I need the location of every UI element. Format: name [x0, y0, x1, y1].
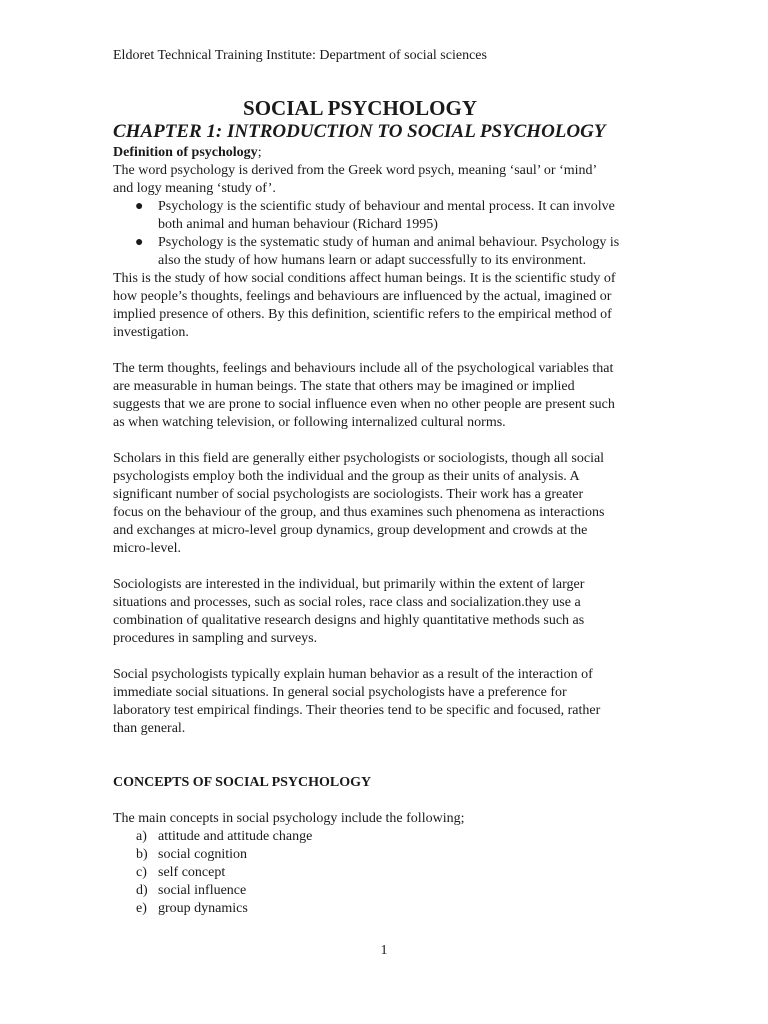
text-line: both animal and human behaviour (Richard 1995)	[158, 217, 438, 232]
definition-heading	[113, 144, 658, 162]
text-line: as when watching television, or following internalized cultural norms.	[113, 415, 506, 430]
document-body	[113, 144, 658, 918]
definition-bullet-list	[113, 198, 658, 270]
text-line: psychologists employ both the individual and the group as their units of analysis. A	[113, 469, 580, 484]
definition-paragraph	[113, 162, 658, 198]
text-line: investigation.	[113, 325, 189, 340]
list-marker: a)	[136, 829, 147, 844]
list-item-text: social influence	[158, 883, 247, 898]
text-line: implied presence of others. By this definition, scientific refers to the empirical method of	[113, 307, 612, 322]
text-line: situations and processes, such as social roles, race class and socialization.they use a	[113, 595, 581, 610]
list-marker: e)	[136, 901, 147, 916]
text-line: how people’s thoughts, feelings and behaviours are influenced by the actual, imagined or	[113, 289, 612, 304]
list-item	[113, 846, 658, 864]
text-line: micro-level.	[113, 541, 182, 556]
text-line: significant number of social psychologists are sociologists. Their work has a greater	[113, 487, 584, 502]
text-line: immediate social situations. In general social psychologists have a preference for	[113, 685, 567, 700]
list-item-text: group dynamics	[158, 901, 248, 916]
paragraph	[113, 270, 658, 342]
text-line: laboratory test empirical findings. Their theories tend to be specific and focused, rather	[113, 703, 601, 718]
paragraph-spacer	[113, 648, 658, 666]
running-header: Eldoret Technical Training Institute: Department of social sciences	[113, 48, 487, 63]
paragraph	[113, 360, 658, 432]
definition-heading-suffix: ;	[257, 145, 262, 160]
bullet-icon: ●	[135, 199, 144, 214]
list-marker: c)	[136, 865, 147, 880]
text-line: and exchanges at micro-level group dynamics, group development and crowds at the	[113, 523, 588, 538]
text-line: Social psychologists typically explain human behavior as a result of the interaction of	[113, 667, 593, 682]
text-line: also the study of how humans learn or adapt successfully to its environment.	[158, 253, 587, 268]
paragraph-spacer	[113, 432, 658, 450]
paragraph-spacer	[113, 342, 658, 360]
paragraph	[113, 576, 658, 648]
text-line: are measurable in human beings. The state that others may be imagined or implied	[113, 379, 575, 394]
text-line: than general.	[113, 721, 186, 736]
bullet-item	[113, 198, 658, 234]
list-marker: d)	[136, 883, 148, 898]
paragraph-spacer	[113, 738, 658, 756]
text-line: suggests that we are prone to social influence even when no other people are present such	[113, 397, 615, 412]
text-line: The term thoughts, feelings and behaviours include all of the psychological variables that	[113, 361, 614, 376]
section-heading: CONCEPTS OF SOCIAL PSYCHOLOGY	[113, 775, 372, 790]
list-item-text: self concept	[158, 865, 226, 880]
bullet-item	[113, 234, 658, 270]
text-line: This is the study of how social conditions affect human beings. It is the scientific study of	[113, 271, 616, 286]
text-line: and logy meaning ‘study of’.	[113, 181, 276, 196]
list-item-text: social cognition	[158, 847, 248, 862]
paragraph	[113, 450, 658, 558]
paragraph-spacer	[113, 792, 658, 810]
text-line: procedures in sampling and surveys.	[113, 631, 318, 646]
list-item	[113, 900, 658, 918]
text-line: combination of qualitative research designs and highly quantitative methods such as	[113, 613, 585, 628]
list-item	[113, 828, 658, 846]
page-number: 1	[380, 943, 388, 958]
paragraph-spacer	[113, 756, 658, 774]
chapter-title: CHAPTER 1: INTRODUCTION TO SOCIAL PSYCHOLOGY	[113, 121, 606, 142]
text-line: Psychology is the scientific study of behaviour and mental process. It can involve	[158, 199, 615, 214]
list-item	[113, 882, 658, 900]
list-item	[113, 864, 658, 882]
paragraph	[113, 666, 658, 738]
definition-heading-text: Definition of psychology	[113, 145, 258, 160]
text-line: focus on the behaviour of the group, and thus examines such phenomena as interactions	[113, 505, 605, 520]
list-marker: b)	[136, 847, 148, 862]
text-line: The word psychology is derived from the Greek word psych, meaning ‘saul’ or ‘mind’	[113, 163, 598, 178]
text-line: Psychology is the systematic study of human and animal behaviour. Psychology is	[158, 235, 620, 250]
text-line: Scholars in this field are generally either psychologists or sociologists, though all social	[113, 451, 605, 466]
list-item-text: attitude and attitude change	[158, 829, 313, 844]
concepts-list	[113, 828, 658, 918]
text-line: Sociologists are interested in the individual, but primarily within the extent of larger	[113, 577, 585, 592]
document-title: SOCIAL PSYCHOLOGY	[243, 96, 477, 120]
bullet-icon: ●	[135, 235, 144, 250]
concepts-intro: The main concepts in social psychology include the following;	[113, 811, 465, 826]
paragraph-spacer	[113, 558, 658, 576]
